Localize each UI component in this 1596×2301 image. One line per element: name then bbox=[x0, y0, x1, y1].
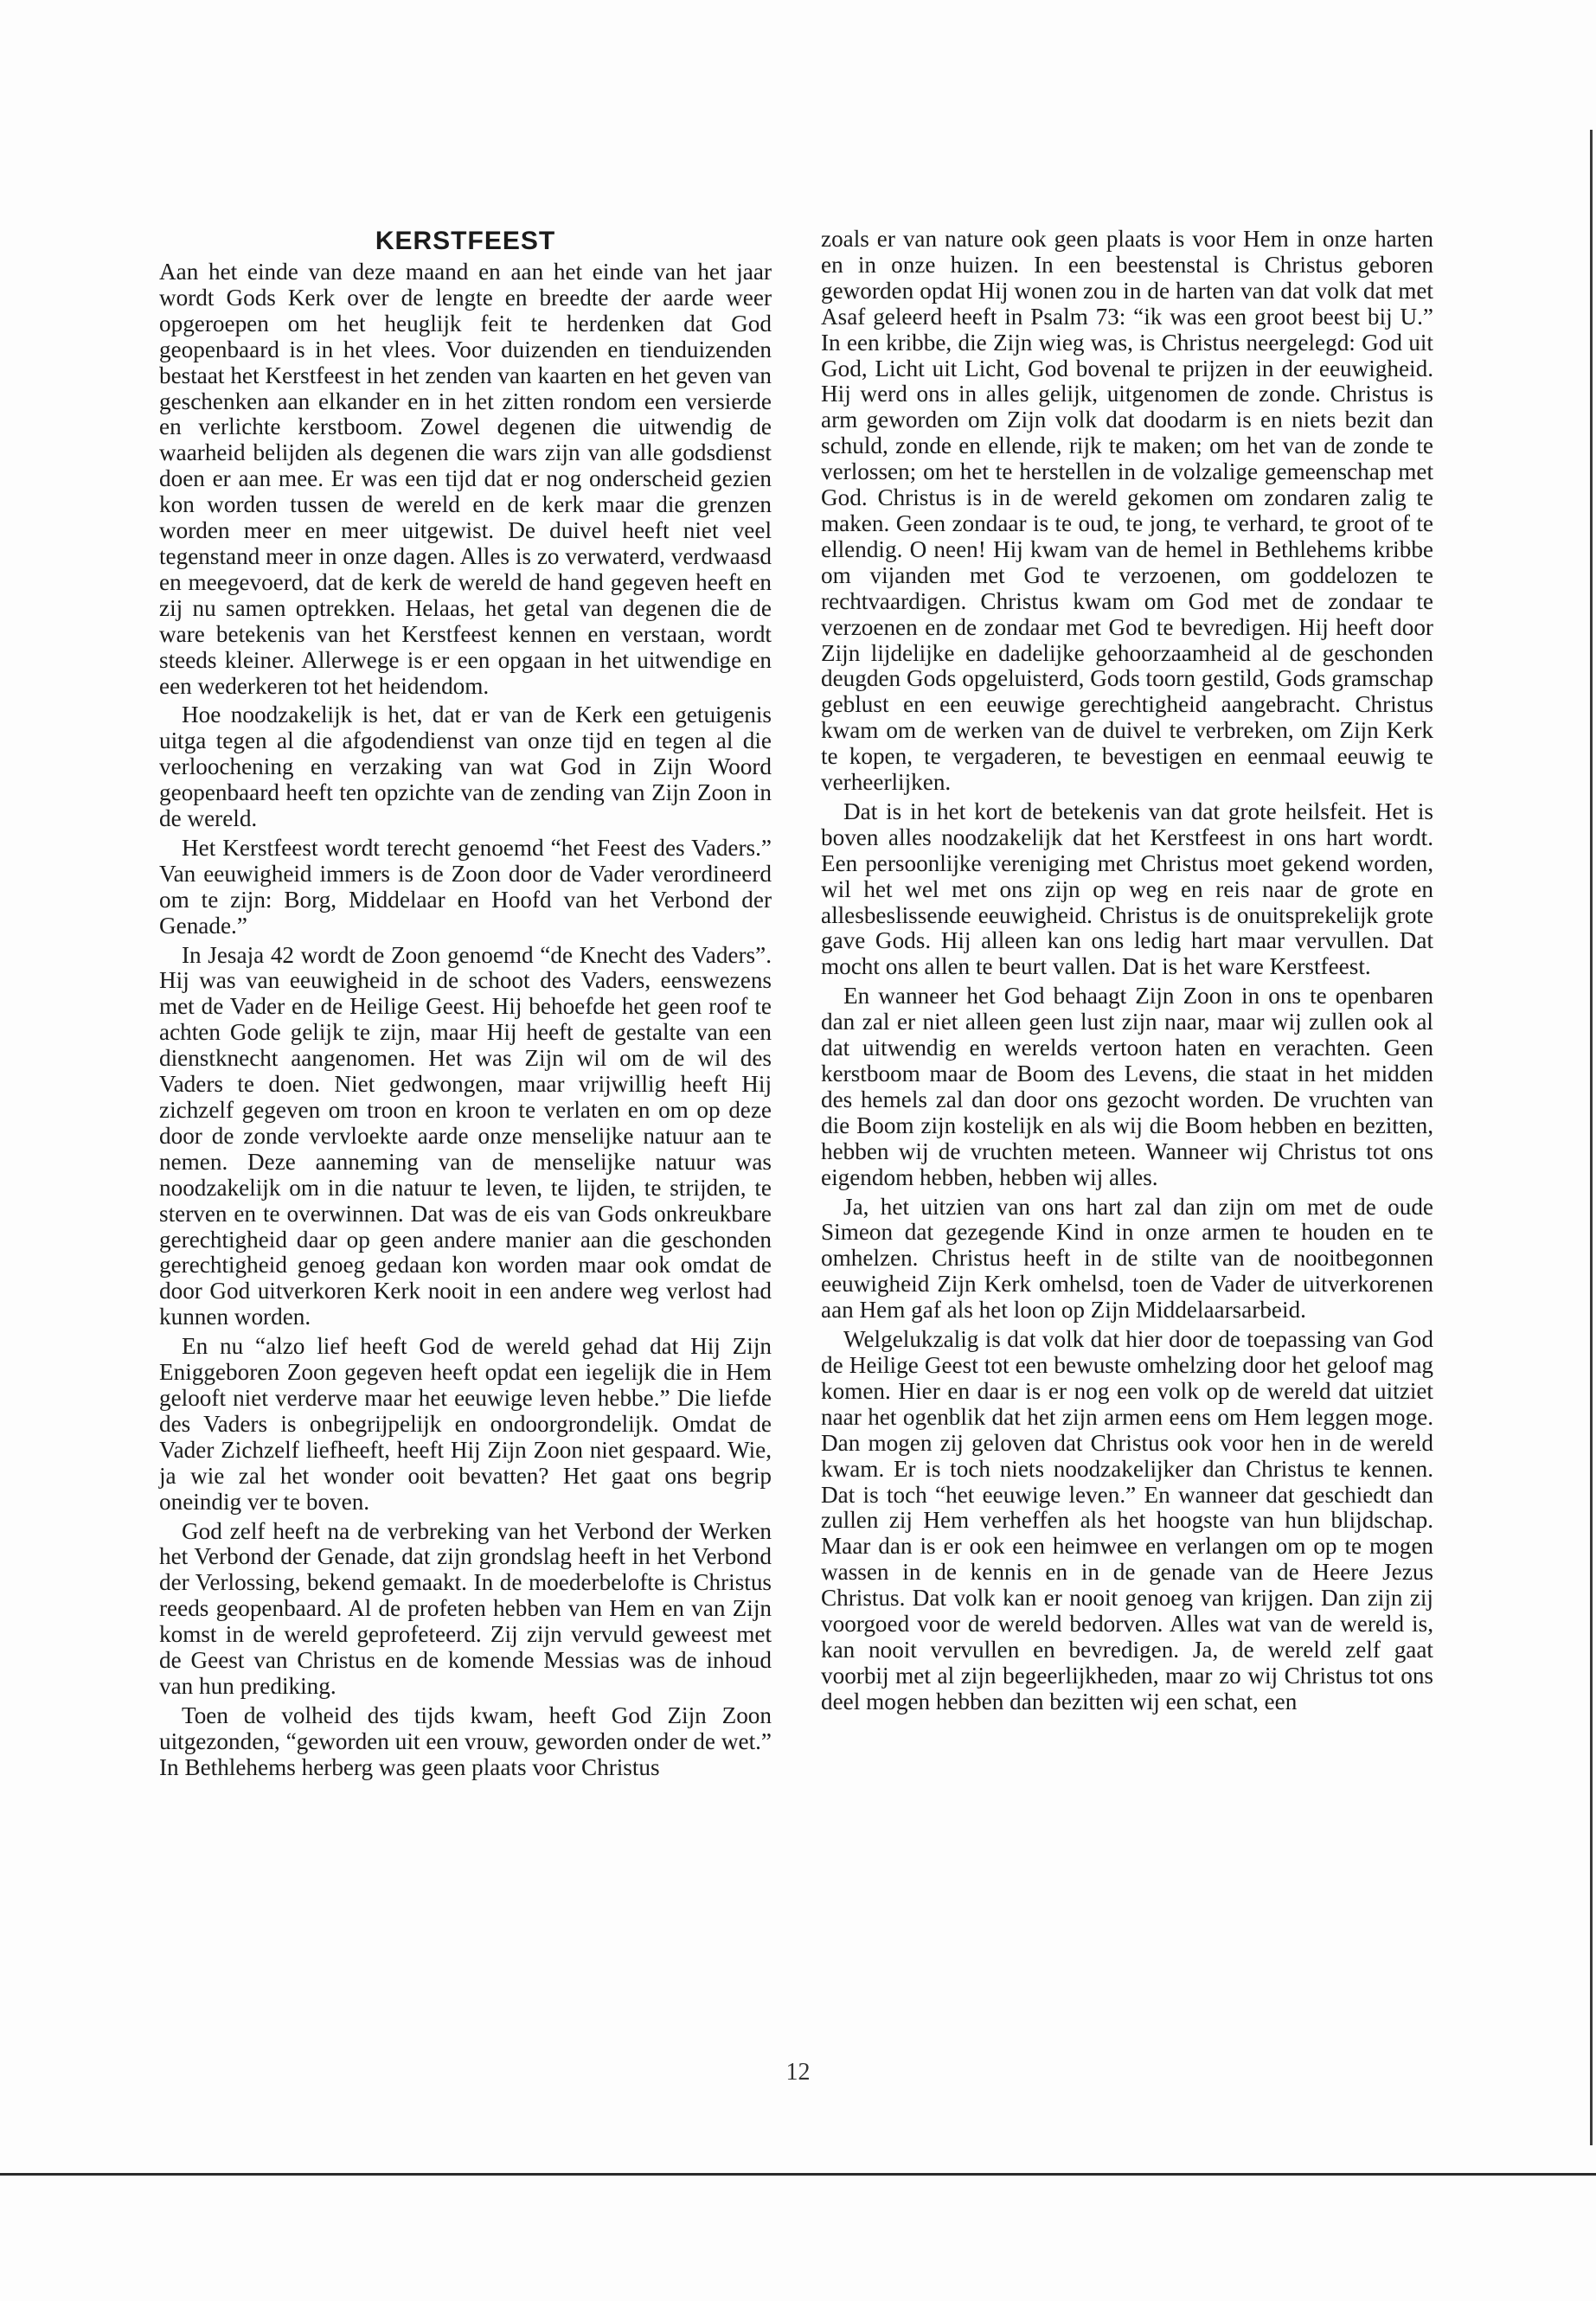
right-column bbox=[821, 227, 1433, 1719]
paragraph: Toen de volheid des tijds kwam, heeft God Zijn Zoon uitgezonden, “geworden uit een vrouw, geworden onder de wet.” In Bethlehems herberg was geen plaats voor Christus bbox=[159, 1702, 772, 1780]
paragraph: Ja, het uitzien van ons hart zal dan zijn om met de oude Simeon dat gezegende Kind in onze armen te houden en te omhelzen. Christus heeft in de stilte van de nooitbegonnen eeuwigheid Zijn Kerk omhelsd, toen de Vader de uitverkorenen aan Hem gaf als het loon op Zijn Middelaarsarbeid. bbox=[821, 1193, 1433, 1324]
left-column bbox=[159, 227, 772, 1785]
paragraph: En wanneer het God behaagt Zijn Zoon in ons te openbaren dan zal er niet alleen geen lust zijn naar, maar wij zullen ook al dat uitwendig en werelds vertoon haten en verachten. Geen kerstboom maar de Boom des Levens, die staat in het midden des hemels zal dan door ons gezocht worden. De vruchten van die Boom zijn kostelijk en als wij die Boom hebben en bezitten, hebben wij de vruchten meteen. Wanneer wij Christus tot ons eigendom hebben, hebben wij alles. bbox=[821, 983, 1433, 1190]
paragraph: Het Kerstfeest wordt terecht genoemd “het Feest des Vaders.” Van eeuwigheid immers is de Zoon door de Vader verordineerd om te zijn: Borg, Middelaar en Hoofd van het Verbond der Genade.” bbox=[159, 834, 772, 939]
paragraph: En nu “alzo lief heeft God de wereld gehad dat Hij Zijn Eniggeboren Zoon gegeven heeft opdat een iegelijk die in Hem gelooft niet verderve maar het eeuwige leven hebbe.” Die liefde des Vaders is onbegrijpelijk en ondoorgrondelijk. Omdat de Vader Zichzelf liefheeft, heeft Hij Zijn Zoon niet gespaard. Wie, ja wie zal het wonder ooit bevatten? Het gaat ons begrip oneindig ver te boven. bbox=[159, 1333, 772, 1515]
page-edge-right bbox=[1590, 130, 1593, 2145]
page-edge-bottom bbox=[0, 2173, 1596, 2176]
paragraph: Aan het einde van deze maand en aan het einde van het jaar wordt Gods Kerk over de lengte en breedte der aarde weer opgeroepen om het heuglijk feit te herdenken dat God geopenbaard is in het vlees. Voor duizenden en tienduizenden bestaat het Kerstfeest in het zenden van kaarten en het geven van geschenken aan elkander en in het zitten rondom een versierde en verlichte kerstboom. Zowel degenen die uitwendig de waarheid belijden als degenen die wars zijn van alle godsdienst doen er aan mee. Er was een tijd dat er nog onderscheid gezien kon worden tussen de wereld en de kerk maar die grenzen worden meer en meer uitgewist. De duivel heeft niet veel tegenstand meer in onze dagen. Alles is zo verwaterd, verdwaasd en meegevoerd, dat de kerk de wereld de hand gegeven heeft en zij nu samen optrekken. Helaas, het getal van degenen die de ware betekenis van het Kerstfeest kennen en verstaan, wordt steeds kleiner. Allerwege is er een opgaan in het uitwendige en een wederkeren tot het heidendom. bbox=[159, 259, 772, 699]
paragraph: zoals er van nature ook geen plaats is voor Hem in onze harten en in onze huizen. In een beestenstal is Christus geboren geworden opdat Hij wonen zou in de harten van dat volk dat met Asaf geleerd heeft in Psalm 73: “ik was een groot beest bij U.” In een kribbe, die Zijn wieg was, is Christus neergelegd: God uit God, Licht uit Licht, God bovenal te prijzen in der eeuwigheid. Hij werd ons in alles gelijk, uitgenomen de zonde. Christus is arm geworden om Zijn volk dat doodarm is en niets bezit dan schuld, zonde en ellende, rijk te maken; om het van de zonde te verlossen; om het te herstellen in de volzalige gemeenschap met God. Christus is in de wereld gekomen om zondaren zalig te maken. Geen zondaar is te oud, te jong, te verhard, te groot of te ellendig. O neen! Hij kwam van de hemel in Bethlehems kribbe om vijanden met God te verzoenen, om goddelozen te rechtvaardigen. Christus kwam om God met de zondaar te verzoenen en de zondaar met God te bevredigen. Hij heeft door Zijn lijdelijke en dadelijke gehoorzaamheid al de geschonden deugden Gods opgeluisterd, Gods toorn gestild, Gods gramschap geblust en een eeuwige gerechtigheid aangebracht. Christus kwam om de werken van de duivel te verbreken, om Zijn Kerk te kopen, te vergaderen, te bevestigen en eenmaal eeuwig te verheerlijken. bbox=[821, 226, 1433, 796]
paragraph: Welgelukzalig is dat volk dat hier door de toepassing van God de Heilige Geest tot een bewuste omhelzing door het geloof mag komen. Hier en daar is er nog een volk op de wereld dat uitziet naar het ogenblik dat het zijn armen eens om Hem leggen moge. Dan mogen zij geloven dat Christus ook voor hen in de wereld kwam. Er is toch niets noodzakelijker dan Christus te kennen. Dat is toch “het eeuwige leven.” En wanneer dat geschiedt dan zullen zij Hem verheffen als het hoogste van hun blijdschap. Maar dan is er ook een heimwee en verlangen om op te mogen wassen in de kennis en in de genade van de Heere Jezus Christus. Dat volk kan er nooit genoeg van krijgen. Dan zijn zij voorgoed voor de wereld bedorven. Alles wat van de wereld is, kan nooit vervullen en bevredigen. Ja, de wereld zelf gaat voorbij met al zijn begeerlijkheden, maar zo wij Christus tot ons deel mogen hebben dan bezitten wij een schat, een bbox=[821, 1326, 1433, 1715]
paragraph: God zelf heeft na de verbreking van het Verbond der Werken het Verbond der Genade, dat zijn grondslag heeft in het Verbond der Verlossing, bekend gemaakt. In de moederbelofte is Christus reeds geopenbaard. Al de profeten hebben van Hem en van Zijn komst in de wereld geprofeteerd. Zij zijn vervuld geweest met de Geest van Christus en de komende Messias was de inhoud van hun prediking. bbox=[159, 1517, 772, 1699]
paragraph: In Jesaja 42 wordt de Zoon genoemd “de Knecht des Vaders”. Hij was van eeuwigheid in de schoot des Vaders, eenswezens met de Vader en de Heilige Geest. Hij behoefde het geen roof te achten Gode gelijk te zijn, maar Hij heeft de gestalte van een dienstknecht aangenomen. Het was Zijn wil om de wil des Vaders te doen. Niet gedwongen, maar vrijwillig heeft Hij zichzelf gegeven om troon en kroon te verlaten en om op deze door de zonde vervloekte aarde onze menselijke natuur aan te nemen. Deze aanneming van de menselijke natuur was noodzakelijk om in die natuur te leven, te lijden, te strijden, te sterven en te overwinnen. Dat was de eis van Gods onkreukbare gerechtigheid daar op geen andere manier aan die geschonden gerechtigheid genoeg gedaan kon worden maar ook omdat de door God uitverkoren Kerk nooit in een andere weg verlost had kunnen worden. bbox=[159, 941, 772, 1330]
article-title: KERSTFEEST bbox=[375, 227, 556, 255]
paragraph: Hoe noodzakelijk is het, dat er van de Kerk een getuigenis uitga tegen al die afgodendienst van onze tijd en tegen al die verloochening en verzaking van wat God in Zijn Woord geopenbaard heeft ten opzichte van de zending van Zijn Zoon in de wereld. bbox=[159, 702, 772, 832]
page-number: 12 bbox=[785, 2059, 811, 2086]
paragraph: Dat is in het kort de betekenis van dat grote heilsfeit. Het is boven alles noodzakelijk dat het Kerstfeest in ons hart wordt. Een persoonlijke vereniging met Christus moet gekend worden, wil het wel met ons zijn op weg en reis naar de grote en allesbeslissende eeuwigheid. Christus is de onuitsprekelijk grote gave Gods. Hij alleen kan ons ledig hart maar vervullen. Dat mocht ons allen te beurt vallen. Dat is het ware Kerstfeest. bbox=[821, 798, 1433, 980]
